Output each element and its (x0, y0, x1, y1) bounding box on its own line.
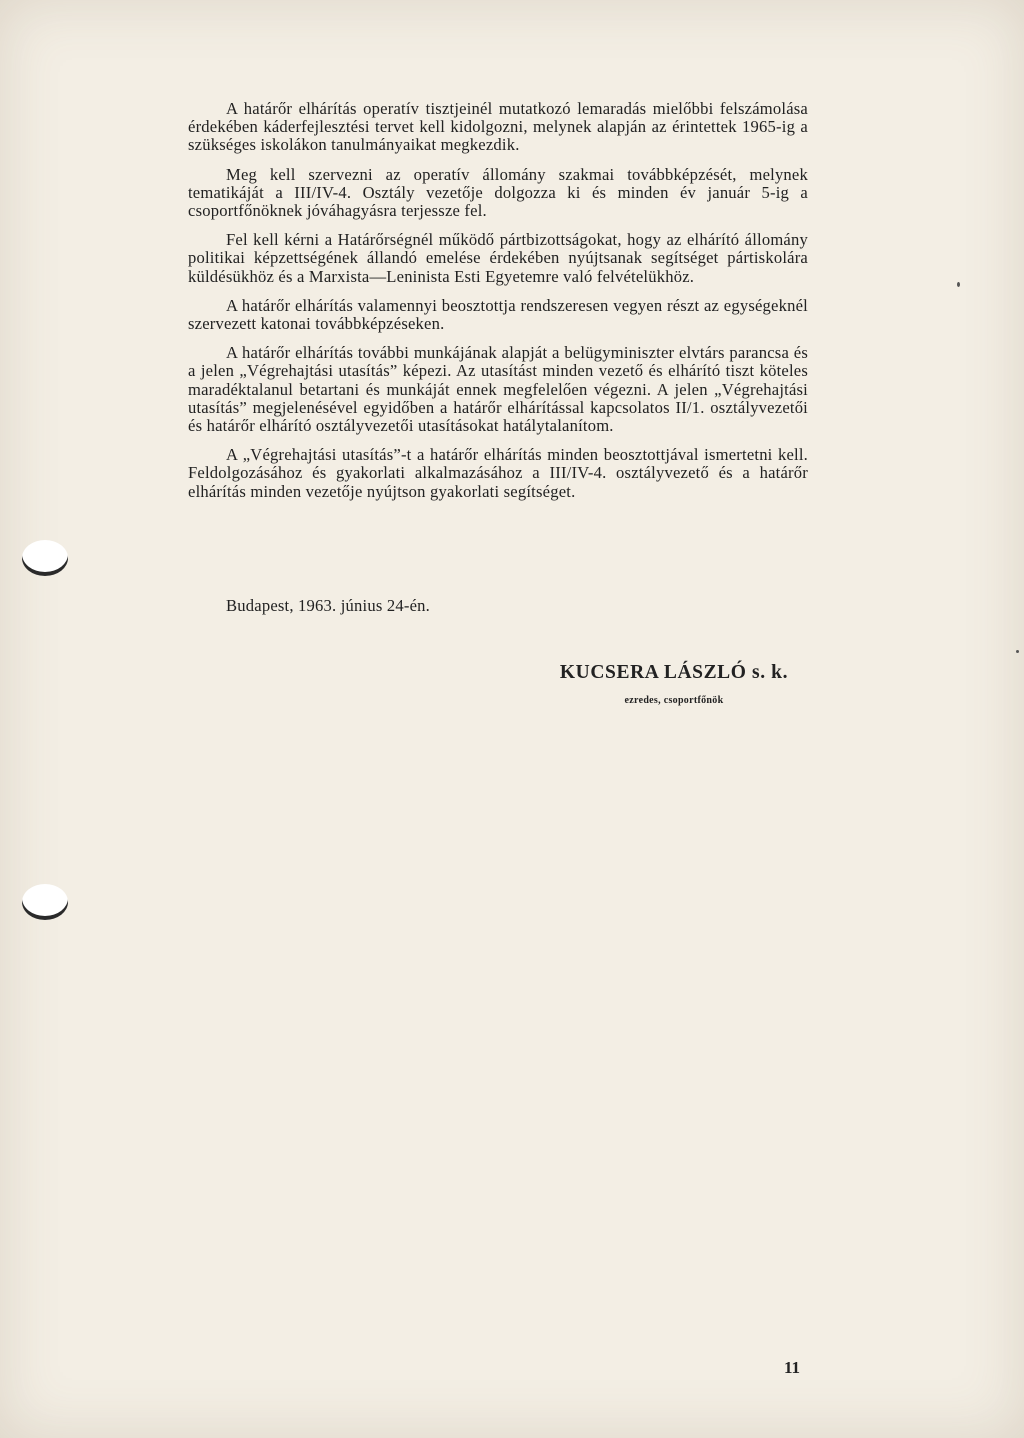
punch-hole (22, 884, 68, 920)
dateline: Budapest, 1963. június 24-én. (226, 596, 430, 615)
punch-hole (22, 540, 68, 576)
paragraph: A határőr elhárítás valamennyi beosztottja rendszeresen vegyen részt az egységeknél szervezett katonai továbbképzéseken. (188, 295, 808, 334)
signature-title: ezredes, csoportfőnök (624, 695, 724, 706)
paragraph: Meg kell szervezni az operatív állomány szakmai továbbképzését, melynek tematikáját a III/IV-4. Osztály vezetője dolgozza ki és minden év január 5-ig a csoportfőnöknek jóváhagyásra terjessze fel. (188, 164, 808, 221)
paragraph: A határőr elhárítás további munkájának alapját a belügyminiszter elvtárs parancsa és a jelen „Végrehajtási utasítás” képezi. Az utasítást minden vezető és elhárító tiszt köteles maradéktalanul betartani és munkáját ennek megfelelően végezni. A jelen „Végrehajtási utasítás” megjelenésével egyidőben a határőr elhárítással kapcsolatos II/1. osztályvezetői és határőr elhárító osztályvezetői utasításokat hatálytalanítom. (188, 343, 808, 436)
paragraph: A határőr elhárítás operatív tisztjeinél mutatkozó lemaradás mielőbbi felszámolása érdekében káderfejlesztési tervet kell kidolgozni, melynek alapján az érintettek 1965-ig a szükséges iskolákon tanulmányaikat megkezdik. (188, 99, 808, 155)
signature-name: KUCSERA LÁSZLÓ s. k. (559, 662, 789, 683)
page-number: 11 (784, 1358, 801, 1377)
paragraph: A „Végrehajtási utasítás”-t a határőr elhárítás minden beosztottjával ismertetni kell. Feldolgozásához és gyakorlati alkalmazásához a III/IV-4. osztályvezető és a határőr elhárítás minden vezetője nyújtson gyakorlati segítséget. (188, 445, 808, 501)
paper-speck (957, 282, 960, 287)
paper-speck (1016, 650, 1019, 653)
document-body (188, 100, 808, 512)
paragraph: Fel kell kérni a Határőrségnél működő pártbizottságokat, hogy az elhárító állomány politikai képzettségének állandó emelése érdekében nyújtsanak segítséget pártiskolára küldésükhöz és a Marxista—Leninista Esti Egyetemre való felvételükhöz. (188, 230, 808, 286)
